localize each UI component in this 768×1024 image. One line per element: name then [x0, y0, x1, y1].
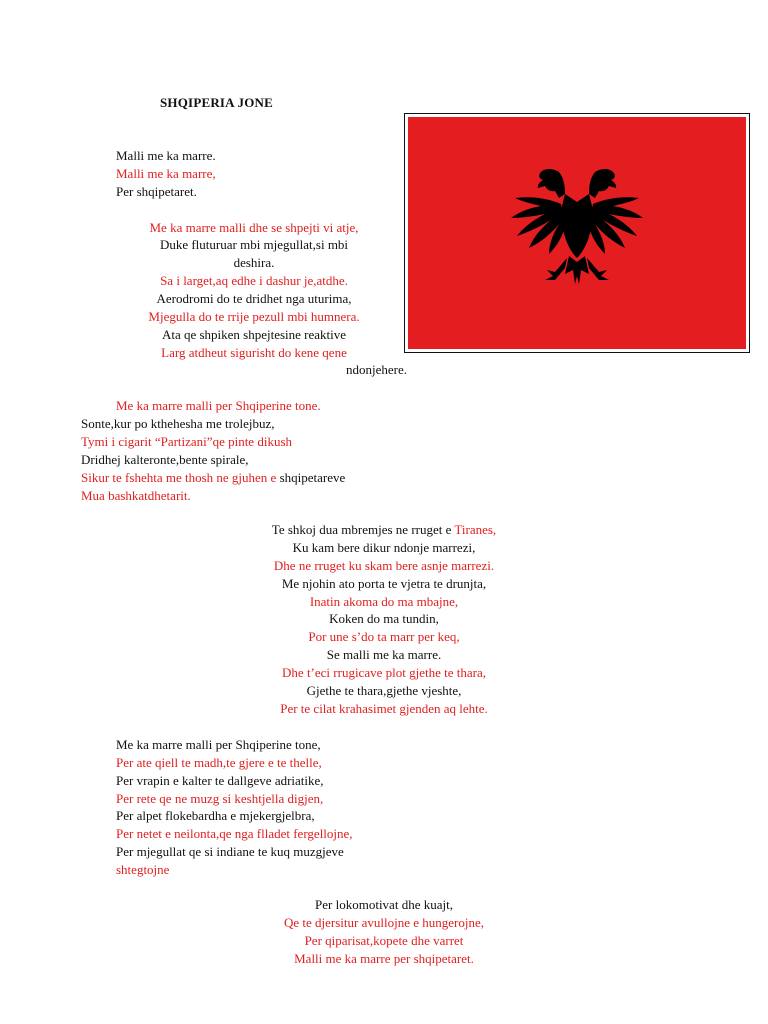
poem-line: Per netet e neilonta,qe nga flladet fergellojne, [116, 826, 353, 841]
poem-line: Per rete qe ne muzg si keshtjella digjen, [116, 791, 324, 806]
poem-line: Per te cilat krahasimet gjenden aq lehte. [280, 701, 488, 716]
poem-line: Koken do ma tundin, [329, 611, 439, 626]
poem-line: shtegtojne [116, 862, 170, 877]
poem-line: Duke fluturuar mbi mjegullat,si mbi [159, 237, 349, 252]
albanian-flag [408, 117, 746, 349]
poem-line: Ata qe shpiken shpejtesine reaktive [161, 327, 347, 342]
poem-line: deshira. [233, 255, 275, 270]
poem-line: Dhe t’eci rrugicave plot gjethe te thara, [282, 665, 486, 680]
poem-line: Malli me ka marre. [116, 148, 216, 163]
poem-line: Aerodromi do te dridhet nga uturima, [156, 291, 352, 306]
poem-line: Ku kam bere dikur ndonje marrezi, [292, 540, 476, 555]
poem-line: Gjethe te thara,gjethe vjeshte, [306, 683, 462, 698]
poem-line: Malli me ka marre per shqipetaret. [294, 951, 474, 966]
poem-line: Per lokomotivat dhe kuajt, [315, 897, 453, 912]
double-headed-eagle-icon [507, 158, 647, 308]
poem-line: Mjegulla do te rrije pezull mbi humnera. [148, 309, 360, 324]
poem-line: Sikur te fshehta me thosh ne gjuhen e shqipetareve [81, 470, 346, 485]
poem-line: Me ka marre malli per Shqiperine tone. [116, 398, 321, 413]
poem-line: Sa i larget,aq edhe i dashur je,atdhe. [160, 273, 348, 288]
poem-line: Me ka marre malli per Shqiperine tone, [116, 737, 321, 752]
poem-line: Per mjegullat qe si indiane te kuq muzgjeve [116, 844, 344, 859]
poem-line: Se malli me ka marre. [326, 647, 442, 662]
poem-line: Inatin akoma do ma mbajne, [309, 594, 459, 609]
poem-line: Per shqipetaret. [116, 184, 197, 199]
poem-line: Tymi i cigarit “Partizani”qe pinte dikush [81, 434, 293, 449]
poem-line: Por une s’do ta marr per keq, [308, 629, 460, 644]
poem-line: Sonte,kur po kthehesha me trolejbuz, [81, 416, 275, 431]
poem-line: Qe te djersitur avullojne e hungerojne, [284, 915, 484, 930]
poem-line: Mua bashkatdhetarit. [81, 488, 191, 503]
poem-line: Per qiparisat,kopete dhe varret [304, 933, 464, 948]
poem-line: Me njohin ato porta te vjetra te drunjta, [281, 576, 487, 591]
poem-line: Malli me ka marre, [116, 166, 216, 181]
flag-image-frame [404, 113, 750, 353]
poem-title: SHQIPERIA JONE [160, 95, 273, 110]
poem-line: Per ate qiell te madh,te gjere e te thelle, [116, 755, 322, 770]
poem-line: Per alpet flokebardha e mjekergjelbra, [116, 808, 315, 823]
poem-line: Larg atdheut sigurisht do kene qene [161, 345, 347, 360]
poem-line: Dridhej kalteronte,bente spirale, [81, 452, 249, 467]
poem-line: Me ka marre malli dhe se shpejti vi atje, [149, 220, 359, 235]
poem-line: ndonjehere. [346, 362, 408, 377]
poem-line: Dhe ne rruget ku skam bere asnje marrezi. [273, 558, 495, 573]
poem-line: Te shkoj dua mbremjes ne rruget e Tiranes, [271, 522, 497, 537]
poem-line: Per vrapin e kalter te dallgeve adriatike, [116, 773, 324, 788]
